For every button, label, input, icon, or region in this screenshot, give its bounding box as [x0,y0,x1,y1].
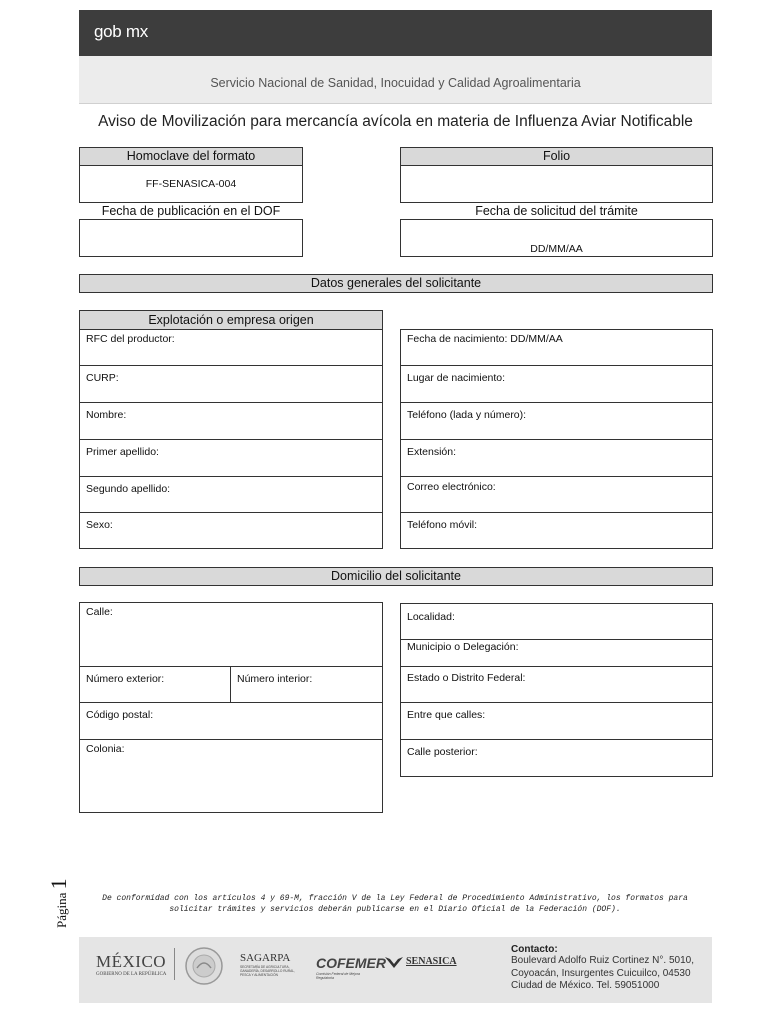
birthplace-field[interactable]: Lugar de nacimiento: [400,365,713,403]
gob-mx-logo[interactable]: gob mx [94,22,148,41]
phone-field[interactable]: Teléfono (lada y número): [400,402,713,440]
form-title: Aviso de Movilización para mercancía avícola en materia de Influenza Aviar Notificable [98,113,693,130]
birth-date-field[interactable]: Fecha de nacimiento: DD/MM/AA [400,329,713,366]
contact-address [511,955,694,993]
page-word: Página [54,892,69,928]
contact-line: Ciudad de México. Tel. 59051000 [511,980,660,991]
address-section-title: Domicilio del solicitante [79,567,713,586]
homoclave-label: Homoclave del formato [79,147,303,166]
request-date-label: Fecha de solicitud del trámite [400,202,713,220]
nombre-field[interactable]: Nombre: [79,402,383,440]
contact-line: Boulevard Adolfo Ruiz Cortinez N°. 5010, [511,955,694,966]
num-exterior-field[interactable]: Número exterior: [79,666,231,703]
rfc-field[interactable]: RFC del productor: [79,329,383,366]
segundo-apellido-field[interactable]: Segundo apellido: [79,476,383,513]
sagarpa-subtitle: SECRETARÍA DE AGRICULTURA, GANADERÍA, DESARROLLO RURAL, PESCA Y ALIMENTACIÓN [240,965,295,977]
contact-line: Coyoacán, Insurgentes Cuicuilco, 04530 [511,967,691,979]
general-section-title: Datos generales del solicitante [79,274,713,293]
legal-note: De conformidad con los artículos 4 y 69-M, fracción V de la Ley Federal de Procedimiento Administrativo, los formatos para solicitar trámites y servicios deberán publicarse en el Diario Oficial de la Federación (DOF). [102,894,688,914]
header-bar [79,10,712,56]
calle-field[interactable]: Calle: [79,602,383,667]
gobierno-text: GOBIERNO DE LA REPÚBLICA [96,972,167,977]
page-label [46,868,86,928]
entre-calles-field[interactable]: Entre que calles: [400,702,713,740]
sexo-field[interactable]: Sexo: [79,512,383,549]
origin-header: Explotación o empresa origen [79,310,383,330]
senasica-logo: SENASICA [406,956,457,967]
localidad-field[interactable]: Localidad: [400,603,713,640]
logo-divider [174,948,175,980]
dof-date-label: Fecha de publicación en el DOF [79,202,303,220]
curp-field[interactable]: CURP: [79,365,383,403]
postal-code-field[interactable]: Código postal: [79,702,383,740]
contact-title: Contacto: [511,944,558,955]
calle-posterior-field[interactable]: Calle posterior: [400,739,713,777]
estado-field[interactable]: Estado o Distrito Federal: [400,666,713,703]
agency-name: Servicio Nacional de Sanidad, Inocuidad y Calidad Agroalimentaria [210,76,581,90]
folio-label: Folio [400,147,713,166]
municipio-field[interactable]: Municipio o Delegación: [400,639,713,667]
email-field[interactable]: Correo electrónico: [400,476,713,513]
dof-date-field[interactable] [80,220,302,256]
extension-field[interactable]: Extensión: [400,439,713,477]
num-interior-field[interactable]: Número interior: [230,666,383,703]
mexico-logo: MÉXICO [96,952,167,971]
sagarpa-logo: SAGARPA [240,952,291,964]
cofemer-logo: COFEMER [316,955,386,971]
seal-icon [184,946,224,986]
cofemer-subtitle: Comisión Federal de Mejora Regulatoria [316,972,360,980]
senasica-icon [384,954,404,970]
request-date-field[interactable]: DD/MM/AA [530,243,583,255]
page-number: 1 [46,878,71,890]
primer-apellido-field[interactable]: Primer apellido: [79,439,383,477]
mobile-phone-field[interactable]: Teléfono móvil: [400,512,713,549]
homoclave-value: FF-SENASICA-004 [145,178,237,190]
colonia-field[interactable]: Colonia: [79,739,383,813]
folio-field[interactable] [401,166,712,202]
